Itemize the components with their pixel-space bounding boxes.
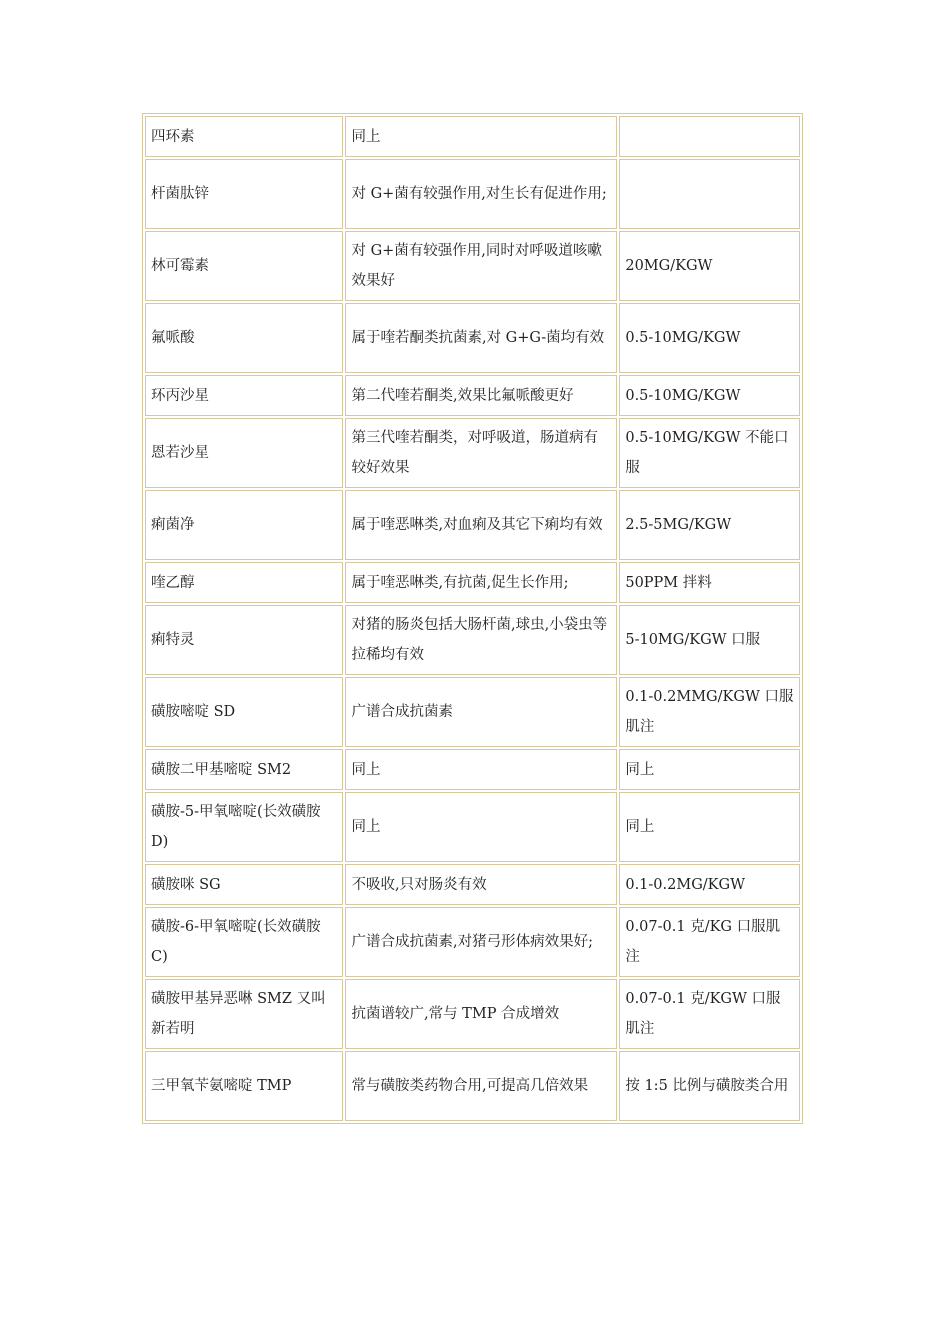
table-row — [145, 749, 800, 790]
table-row — [145, 792, 800, 862]
table-row — [145, 979, 800, 1049]
drug-description-cell: 对猪的肠炎包括大肠杆菌,球虫,小袋虫等拉稀均有效 — [345, 605, 617, 675]
drug-dosage-cell: 0.5-10MG/KGW — [619, 375, 800, 416]
table-row — [145, 1051, 800, 1121]
drug-name-cell: 林可霉素 — [145, 231, 343, 301]
drug-dosage-cell: 0.1-0.2MMG/KGW 口服肌注 — [619, 677, 800, 747]
drug-description-cell: 广谱合成抗菌素,对猪弓形体病效果好; — [345, 907, 617, 977]
drug-description-cell: 抗菌谱较广,常与 TMP 合成增效 — [345, 979, 617, 1049]
drug-dosage-cell: 2.5-5MG/KGW — [619, 490, 800, 560]
drug-name-cell: 氟哌酸 — [145, 303, 343, 373]
drug-name-cell: 痢菌净 — [145, 490, 343, 560]
table-row — [145, 375, 800, 416]
table-row — [145, 418, 800, 488]
drug-name-cell: 磺胺咪 SG — [145, 864, 343, 905]
drug-dosage-cell: 50PPM 拌料 — [619, 562, 800, 603]
drug-table — [142, 113, 803, 1124]
drug-description-cell: 属于喹若酮类抗菌素,对 G+G-菌均有效 — [345, 303, 617, 373]
drug-dosage-cell: 20MG/KGW — [619, 231, 800, 301]
drug-dosage-cell: 0.07-0.1 克/KGW 口服肌注 — [619, 979, 800, 1049]
drug-dosage-cell: 5-10MG/KGW 口服 — [619, 605, 800, 675]
drug-name-cell: 环丙沙星 — [145, 375, 343, 416]
drug-dosage-cell: 0.5-10MG/KGW 不能口服 — [619, 418, 800, 488]
table-row — [145, 562, 800, 603]
table-row — [145, 677, 800, 747]
drug-description-cell: 第二代喹若酮类,效果比氟哌酸更好 — [345, 375, 617, 416]
drug-description-cell: 广谱合成抗菌素 — [345, 677, 617, 747]
table-row — [145, 907, 800, 977]
table-row — [145, 116, 800, 157]
drug-description-cell: 属于喹恶啉类,对血痢及其它下痢均有效 — [345, 490, 617, 560]
drug-name-cell: 恩若沙星 — [145, 418, 343, 488]
drug-dosage-cell: 同上 — [619, 792, 800, 862]
drug-description-cell: 对 G+菌有较强作用,同时对呼吸道咳嗽效果好 — [345, 231, 617, 301]
drug-description-cell: 常与磺胺类药物合用,可提高几倍效果 — [345, 1051, 617, 1121]
drug-name-cell: 磺胺-5-甲氧嘧啶(长效磺胺 D) — [145, 792, 343, 862]
table-row — [145, 159, 800, 229]
drug-name-cell: 痢特灵 — [145, 605, 343, 675]
drug-name-cell: 磺胺嘧啶 SD — [145, 677, 343, 747]
drug-description-cell: 同上 — [345, 792, 617, 862]
drug-dosage-cell: 同上 — [619, 749, 800, 790]
drug-description-cell: 第三代喹若酮类，对呼吸道，肠道病有较好效果 — [345, 418, 617, 488]
drug-dosage-cell — [619, 159, 800, 229]
drug-description-cell: 同上 — [345, 116, 617, 157]
drug-name-cell: 喹乙醇 — [145, 562, 343, 603]
drug-description-cell: 不吸收,只对肠炎有效 — [345, 864, 617, 905]
drug-dosage-cell: 0.5-10MG/KGW — [619, 303, 800, 373]
table-row — [145, 303, 800, 373]
table-row — [145, 864, 800, 905]
drug-name-cell: 磺胺二甲基嘧啶 SM2 — [145, 749, 343, 790]
drug-description-cell: 属于喹恶啉类,有抗菌,促生长作用; — [345, 562, 617, 603]
drug-name-cell: 磺胺-6-甲氧嘧啶(长效磺胺 C) — [145, 907, 343, 977]
drug-name-cell: 磺胺甲基异恶啉 SMZ 又叫新若明 — [145, 979, 343, 1049]
table-row — [145, 231, 800, 301]
drug-description-cell: 同上 — [345, 749, 617, 790]
drug-dosage-cell: 0.1-0.2MG/KGW — [619, 864, 800, 905]
drug-dosage-cell: 按 1:5 比例与磺胺类合用 — [619, 1051, 800, 1121]
drug-dosage-cell — [619, 116, 800, 157]
drug-name-cell: 三甲氧苄氨嘧啶 TMP — [145, 1051, 343, 1121]
table-row — [145, 605, 800, 675]
drug-table-body — [145, 116, 800, 1121]
drug-description-cell: 对 G+菌有较强作用,对生长有促进作用; — [345, 159, 617, 229]
drug-name-cell: 杆菌肽锌 — [145, 159, 343, 229]
table-row — [145, 490, 800, 560]
drug-name-cell: 四环素 — [145, 116, 343, 157]
drug-dosage-cell: 0.07-0.1 克/KG 口服肌注 — [619, 907, 800, 977]
